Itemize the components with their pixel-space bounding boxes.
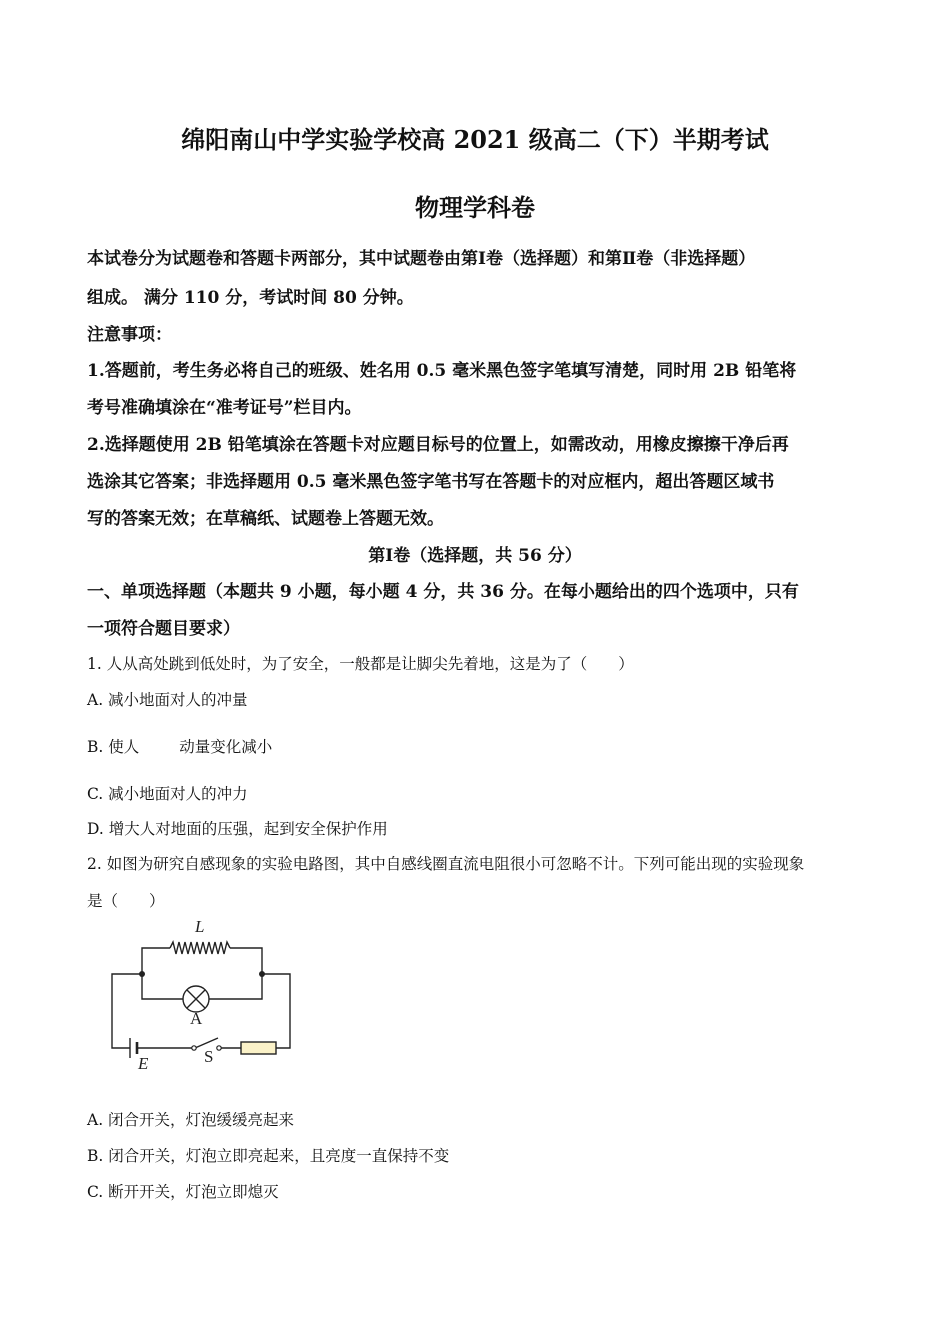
notice-1-line-2: 考号准确填涂在“准考证号”栏目内。: [87, 398, 362, 418]
label-inductor: L: [195, 917, 205, 936]
question-2-stem-line-1: 2. 如图为研究自感现象的实验电路图，其中自感线圈直流电阻很小可忽略不计。下列可能出现的实验现象: [87, 855, 805, 873]
wire-lamp-right: [209, 974, 262, 999]
notice-2-line-1: 2.选择题使用 2B 铅笔填涂在答题卡对应题目标号的位置上，如需改动，用橡皮擦擦干净后再: [87, 435, 789, 455]
resistor-icon: [241, 1042, 276, 1054]
question-1-option-b: [87, 735, 867, 757]
wire-outer-left: [112, 974, 142, 1048]
option-b-part-1: B. 使人: [87, 738, 140, 756]
exam-title: 绵阳南山中学实验学校高 2021 级高二（下）半期考试: [181, 125, 769, 154]
notice-2-line-3: 写的答案无效；在草稿纸、试题卷上答题无效。: [87, 509, 444, 529]
exam-subtitle: 物理学科卷: [415, 193, 535, 222]
question-1-option-d: D. 增大人对地面的压强，起到安全保护作用: [87, 820, 388, 838]
part-instructions-line-1: 一、单项选择题（本题共 9 小题，每小题 4 分，共 36 分。在每小题给出的四个选项中，只有: [87, 582, 799, 602]
notice-title: 注意事项：: [87, 325, 172, 345]
question-2-option-c: C. 断开开关，灯泡立即熄灭: [87, 1183, 279, 1201]
notice-1-line-1: 1.答题前，考生务必将自己的班级、姓名用 0.5 毫米黑色签字笔填写清楚，同时用 2B 铅笔将: [87, 361, 797, 381]
question-2-option-a: A. 闭合开关，灯泡缓缓亮起来: [87, 1111, 295, 1129]
question-1-option-c: C. 减小地面对人的冲力: [87, 785, 248, 803]
wire-lamp-left: [142, 974, 183, 999]
circuit-diagram: [100, 912, 310, 1082]
switch-pivot: [192, 1046, 196, 1050]
wire-top-right: [230, 948, 262, 974]
inductor-coil: [170, 942, 230, 954]
label-battery: E: [138, 1054, 149, 1073]
intro-line-1: 本试卷分为试题卷和答题卡两部分，其中试题卷由第Ⅰ卷（选择题）和第Ⅱ卷（非选择题）: [87, 249, 756, 269]
question-1-option-a: A. 减小地面对人的冲量: [87, 691, 248, 709]
question-2-stem-line-2: 是（ ）: [87, 892, 165, 910]
part-instructions-line-2: 一项符合题目要求）: [87, 619, 240, 639]
junction-dot-left: [139, 971, 145, 977]
notice-2-line-2: 选涂其它答案；非选择题用 0.5 毫米黑色签字笔书写在答题卡的对应框内，超出答题区域书: [87, 472, 775, 492]
label-lamp: A: [190, 1009, 203, 1028]
junction-dot-right: [259, 971, 265, 977]
question-2-option-b: B. 闭合开关，灯泡立即亮起来，且亮度一直保持不变: [87, 1147, 450, 1165]
label-switch: S: [204, 1047, 214, 1066]
wire-outer-right: [262, 974, 290, 1048]
switch-contact: [217, 1046, 221, 1050]
option-b-part-2: 动量变化减小: [179, 738, 273, 756]
question-1-stem: 1. 人从高处跳到低处时，为了安全，一般都是让脚尖先着地，这是为了（ ）: [87, 655, 634, 673]
intro-line-2: 组成。 满分 110 分，考试时间 80 分钟。: [87, 288, 414, 308]
section-heading: 第Ⅰ卷（选择题，共 56 分）: [368, 546, 582, 566]
wire-top-left: [142, 948, 170, 974]
